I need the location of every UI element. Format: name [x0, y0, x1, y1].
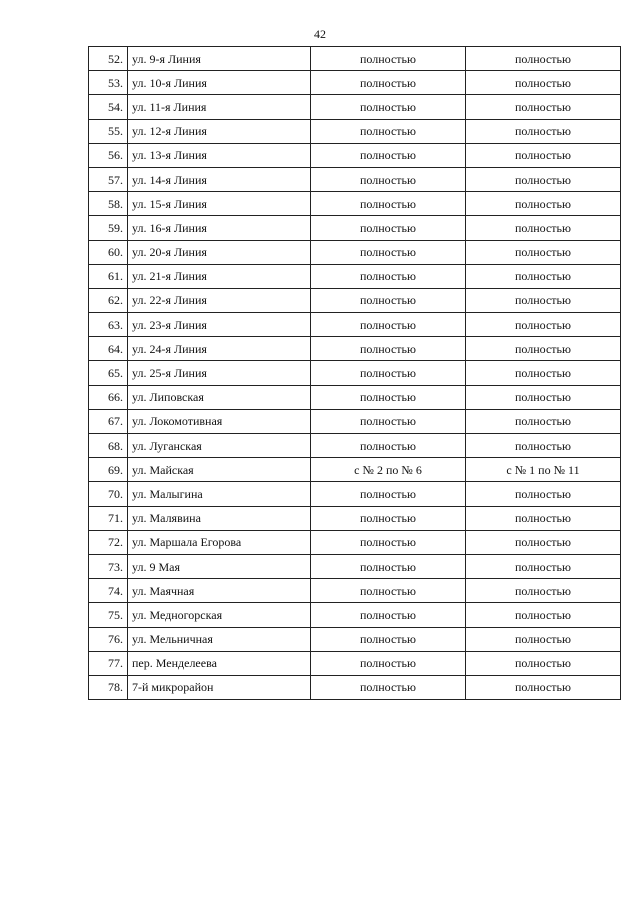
even-side-cell: полностью [311, 675, 466, 699]
table-row [89, 192, 621, 216]
street-name-cell: ул. 15-я Линия [128, 192, 311, 216]
even-side-cell: полностью [311, 47, 466, 71]
odd-side-cell: полностью [466, 167, 621, 191]
row-number-cell: 70. [89, 482, 128, 506]
street-name-cell: ул. Малыгина [128, 482, 311, 506]
odd-side-cell: полностью [466, 240, 621, 264]
table-row [89, 47, 621, 71]
table-row [89, 409, 621, 433]
street-name-cell: ул. 24-я Линия [128, 337, 311, 361]
odd-side-cell: полностью [466, 119, 621, 143]
table-row [89, 95, 621, 119]
row-number-cell: 64. [89, 337, 128, 361]
even-side-cell: с № 2 по № 6 [311, 458, 466, 482]
row-number-cell: 75. [89, 603, 128, 627]
odd-side-cell: полностью [466, 95, 621, 119]
odd-side-cell: полностью [466, 603, 621, 627]
even-side-cell: полностью [311, 361, 466, 385]
table-row [89, 361, 621, 385]
odd-side-cell: полностью [466, 313, 621, 337]
odd-side-cell: полностью [466, 216, 621, 240]
street-name-cell: ул. Локомотивная [128, 409, 311, 433]
table-row [89, 71, 621, 95]
even-side-cell: полностью [311, 579, 466, 603]
row-number-cell: 65. [89, 361, 128, 385]
row-number-cell: 67. [89, 409, 128, 433]
street-name-cell: ул. Маршала Егорова [128, 530, 311, 554]
odd-side-cell: полностью [466, 264, 621, 288]
table-row [89, 264, 621, 288]
row-number-cell: 78. [89, 675, 128, 699]
street-name-cell: пер. Менделеева [128, 651, 311, 675]
odd-side-cell: полностью [466, 337, 621, 361]
street-name-cell: 7-й микрорайон [128, 675, 311, 699]
row-number-cell: 72. [89, 530, 128, 554]
street-name-cell: ул. Мельничная [128, 627, 311, 651]
street-name-cell: ул. Медногорская [128, 603, 311, 627]
even-side-cell: полностью [311, 337, 466, 361]
streets-table [88, 46, 621, 700]
row-number-cell: 66. [89, 385, 128, 409]
odd-side-cell: с № 1 по № 11 [466, 458, 621, 482]
table-row [89, 119, 621, 143]
table-row [89, 627, 621, 651]
odd-side-cell: полностью [466, 288, 621, 312]
even-side-cell: полностью [311, 264, 466, 288]
odd-side-cell: полностью [466, 434, 621, 458]
even-side-cell: полностью [311, 143, 466, 167]
street-name-cell: ул. 11-я Линия [128, 95, 311, 119]
street-name-cell: ул. Липовская [128, 385, 311, 409]
odd-side-cell: полностью [466, 409, 621, 433]
even-side-cell: полностью [311, 409, 466, 433]
table-body [89, 47, 621, 700]
row-number-cell: 71. [89, 506, 128, 530]
street-name-cell: ул. 9 Мая [128, 554, 311, 578]
table-row [89, 313, 621, 337]
table-row [89, 554, 621, 578]
street-name-cell: ул. 23-я Линия [128, 313, 311, 337]
row-number-cell: 69. [89, 458, 128, 482]
table-row [89, 603, 621, 627]
odd-side-cell: полностью [466, 143, 621, 167]
row-number-cell: 76. [89, 627, 128, 651]
even-side-cell: полностью [311, 554, 466, 578]
even-side-cell: полностью [311, 216, 466, 240]
row-number-cell: 56. [89, 143, 128, 167]
odd-side-cell: полностью [466, 71, 621, 95]
even-side-cell: полностью [311, 482, 466, 506]
street-name-cell: ул. 22-я Линия [128, 288, 311, 312]
table-row [89, 579, 621, 603]
street-name-cell: ул. 13-я Линия [128, 143, 311, 167]
street-name-cell: ул. Малявина [128, 506, 311, 530]
street-name-cell: ул. 9-я Линия [128, 47, 311, 71]
row-number-cell: 77. [89, 651, 128, 675]
table-row [89, 216, 621, 240]
street-name-cell: ул. 16-я Линия [128, 216, 311, 240]
row-number-cell: 74. [89, 579, 128, 603]
odd-side-cell: полностью [466, 554, 621, 578]
street-name-cell: ул. 21-я Линия [128, 264, 311, 288]
even-side-cell: полностью [311, 71, 466, 95]
row-number-cell: 63. [89, 313, 128, 337]
table-row [89, 530, 621, 554]
odd-side-cell: полностью [466, 627, 621, 651]
table-row [89, 482, 621, 506]
odd-side-cell: полностью [466, 675, 621, 699]
table-row [89, 651, 621, 675]
even-side-cell: полностью [311, 313, 466, 337]
table-row [89, 434, 621, 458]
odd-side-cell: полностью [466, 506, 621, 530]
row-number-cell: 52. [89, 47, 128, 71]
row-number-cell: 57. [89, 167, 128, 191]
row-number-cell: 61. [89, 264, 128, 288]
even-side-cell: полностью [311, 506, 466, 530]
row-number-cell: 58. [89, 192, 128, 216]
street-name-cell: ул. 20-я Линия [128, 240, 311, 264]
row-number-cell: 54. [89, 95, 128, 119]
even-side-cell: полностью [311, 385, 466, 409]
even-side-cell: полностью [311, 167, 466, 191]
street-name-cell: ул. 25-я Линия [128, 361, 311, 385]
table-row [89, 240, 621, 264]
table-row [89, 337, 621, 361]
odd-side-cell: полностью [466, 579, 621, 603]
even-side-cell: полностью [311, 192, 466, 216]
row-number-cell: 60. [89, 240, 128, 264]
even-side-cell: полностью [311, 434, 466, 458]
row-number-cell: 55. [89, 119, 128, 143]
table-row [89, 675, 621, 699]
even-side-cell: полностью [311, 627, 466, 651]
street-name-cell: ул. Маячная [128, 579, 311, 603]
table-row [89, 167, 621, 191]
table-row [89, 506, 621, 530]
odd-side-cell: полностью [466, 530, 621, 554]
table-row [89, 288, 621, 312]
odd-side-cell: полностью [466, 651, 621, 675]
odd-side-cell: полностью [466, 47, 621, 71]
odd-side-cell: полностью [466, 361, 621, 385]
street-name-cell: ул. 12-я Линия [128, 119, 311, 143]
odd-side-cell: полностью [466, 192, 621, 216]
row-number-cell: 62. [89, 288, 128, 312]
even-side-cell: полностью [311, 95, 466, 119]
table-row [89, 143, 621, 167]
table-row [89, 458, 621, 482]
even-side-cell: полностью [311, 240, 466, 264]
even-side-cell: полностью [311, 603, 466, 627]
even-side-cell: полностью [311, 530, 466, 554]
even-side-cell: полностью [311, 288, 466, 312]
street-name-cell: ул. 14-я Линия [128, 167, 311, 191]
even-side-cell: полностью [311, 119, 466, 143]
street-name-cell: ул. 10-я Линия [128, 71, 311, 95]
page-number: 42 [314, 27, 326, 41]
even-side-cell: полностью [311, 651, 466, 675]
row-number-cell: 68. [89, 434, 128, 458]
street-name-cell: ул. Луганская [128, 434, 311, 458]
street-name-cell: ул. Майская [128, 458, 311, 482]
row-number-cell: 53. [89, 71, 128, 95]
table-row [89, 385, 621, 409]
row-number-cell: 59. [89, 216, 128, 240]
row-number-cell: 73. [89, 554, 128, 578]
odd-side-cell: полностью [466, 385, 621, 409]
odd-side-cell: полностью [466, 482, 621, 506]
